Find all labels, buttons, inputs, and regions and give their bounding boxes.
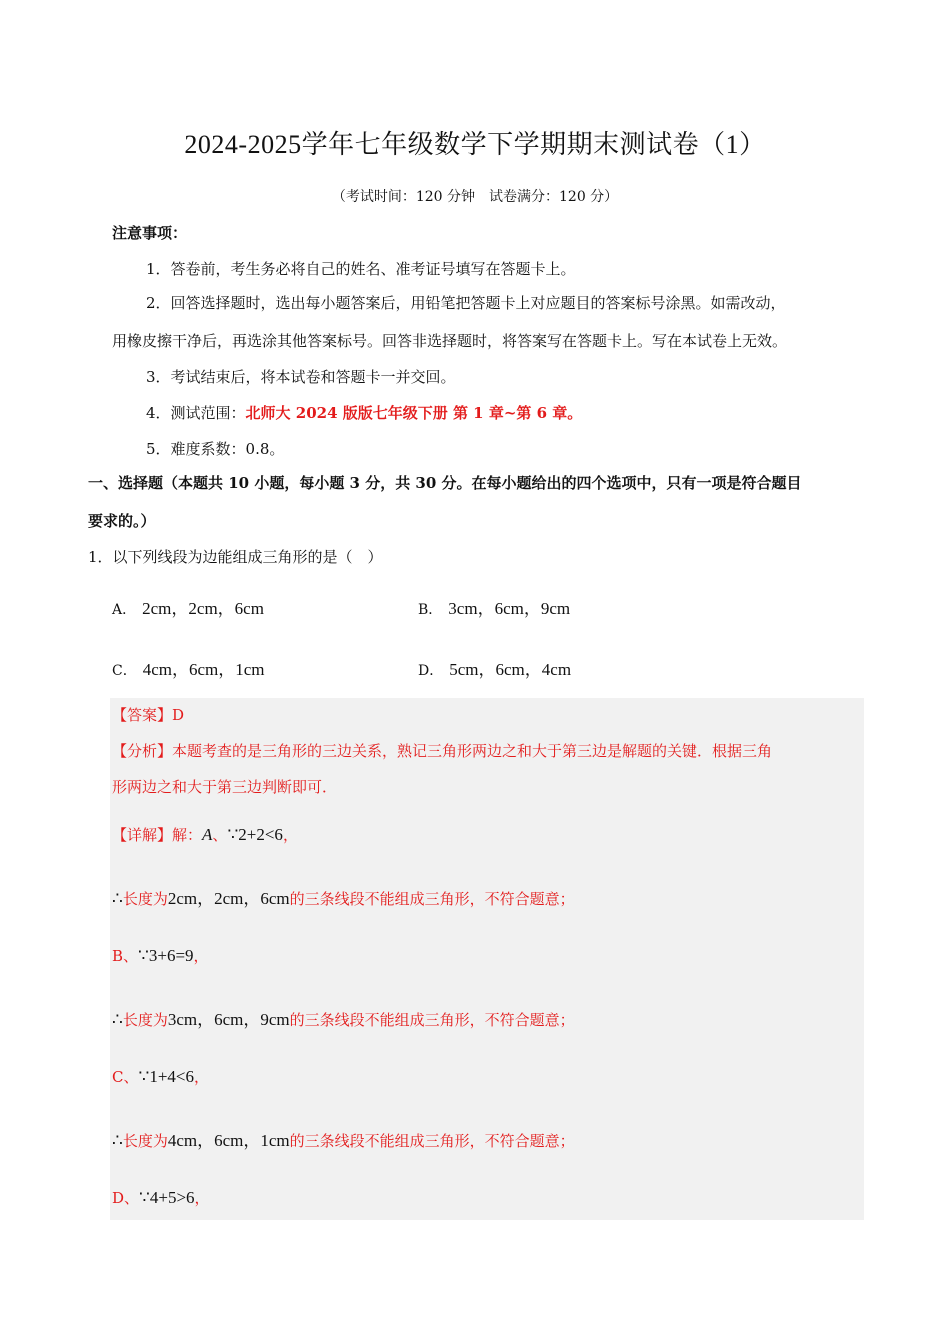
step-a-suffix: ， [282,826,298,844]
step-a-math: ∵2+2<6 [227,825,283,844]
step-c-sep: 、 [123,1068,139,1086]
option-a-text: 2cm，2cm，6cm [142,599,264,618]
option-a-label: A． [112,602,137,618]
detail-tag: 【详解】 [112,826,173,844]
notice-item-4-prefix: 4．测试范围： [146,404,246,422]
option-b-label: B． [418,602,443,618]
option-d-label: D． [418,663,444,679]
detail-intro: 解： [172,826,203,844]
step-d-prefix: D [112,1189,125,1207]
notice-item-2-line-2: 用橡皮擦干净后，再选涂其他答案标号。回答非选择题时，将答案写在答题卡上。写在本试卷上无效。 [112,332,788,350]
step-b-line [112,945,209,966]
step-b-suffix: ， [193,947,209,965]
question-1-stem: 1．以下列线段为边能组成三角形的是（ ） [88,548,383,566]
step-a-conclusion [112,884,575,909]
answer-line [112,704,184,725]
step-a-therefore: ∴ [112,889,123,908]
detail-line [112,824,298,845]
step-b-sep: 、 [123,947,139,965]
step-c-line [112,1066,209,1087]
option-c-text: 4cm，6cm，1cm [142,660,265,679]
step-c-therefore: ∴ [112,1131,123,1150]
step-b-label: 长度为 [122,1011,168,1029]
option-c [112,655,265,680]
step-a-prefix: A [202,825,213,844]
step-d-suffix: ， [194,1189,210,1207]
section-heading-line-1: 一、选择题（本题共 10 小题，每小题 3 分，共 30 分。在每小题给出的四个选项中，只有一项是符合题目 [88,474,802,492]
answer-tag: 【答案】 [112,706,173,724]
option-d-text: 5cm，6cm，4cm [449,660,572,679]
step-a-result: 的三条线段不能组成三角形，不符合题意； [289,890,575,908]
step-b-result: 的三条线段不能组成三角形，不符合题意； [289,1011,575,1029]
notice-item-2-line-1: 2．回答选择题时，选出每小题答案后，用铅笔把答题卡上对应题目的答案标号涂黑。如需改动， [146,294,786,312]
option-d [418,655,571,680]
notice-item-3: 3．考试结束后，将本试卷和答题卡一并交回。 [146,368,456,386]
step-b-therefore: ∴ [112,1010,123,1029]
step-b-conclusion [112,1005,575,1030]
exam-info: （考试时间：120 分钟 试卷满分：120 分） [331,189,619,205]
analysis-line-1 [112,740,772,761]
notice-item-4 [146,402,582,423]
notice-item-5: 5．难度系数：0.8。 [146,440,285,458]
step-c-lengths: 4cm，6cm，1cm [167,1131,290,1150]
step-c-label: 长度为 [122,1132,168,1150]
option-a [112,594,264,619]
section-heading-line-2: 要求的。） [88,512,156,530]
step-d-line [112,1187,210,1208]
test-scope: 北师大 2024 版版七年级下册 第 1 章~第 6 章。 [245,404,583,422]
notice-item-1: 1．答卷前，考生务必将自己的姓名、准考证号填写在答题卡上。 [146,260,576,278]
step-c-suffix: ， [194,1068,210,1086]
option-b-text: 3cm，6cm，9cm [448,599,571,618]
step-c-result: 的三条线段不能组成三角形，不符合题意； [289,1132,575,1150]
option-c-label: C． [112,663,137,679]
step-a-label: 长度为 [122,890,168,908]
answer-value: D [172,706,185,724]
analysis-line-2: 形两边之和大于第三边判断即可． [112,778,338,796]
option-b [418,594,570,619]
page-title: 2024-2025学年七年级数学下学期期末测试卷（1） [184,130,766,159]
step-c-conclusion [112,1126,575,1151]
analysis-text-1: 本题考查的是三角形的三边关系，熟记三角形两边之和大于第三边是解题的关键．根据三角 [172,742,773,760]
step-d-math: ∵4+5>6 [139,1188,195,1207]
step-b-math: ∵3+6=9 [138,946,194,965]
analysis-tag: 【分析】 [112,742,173,760]
notice-heading: 注意事项： [112,224,188,242]
step-c-math: ∵1+4<6 [138,1067,194,1086]
step-d-sep: 、 [124,1189,140,1207]
step-b-prefix: B [112,947,124,965]
step-a-lengths: 2cm，2cm，6cm [167,889,290,908]
step-a-sep: 、 [212,826,228,844]
step-b-lengths: 3cm，6cm，9cm [167,1010,290,1029]
step-c-prefix: C [112,1068,124,1086]
